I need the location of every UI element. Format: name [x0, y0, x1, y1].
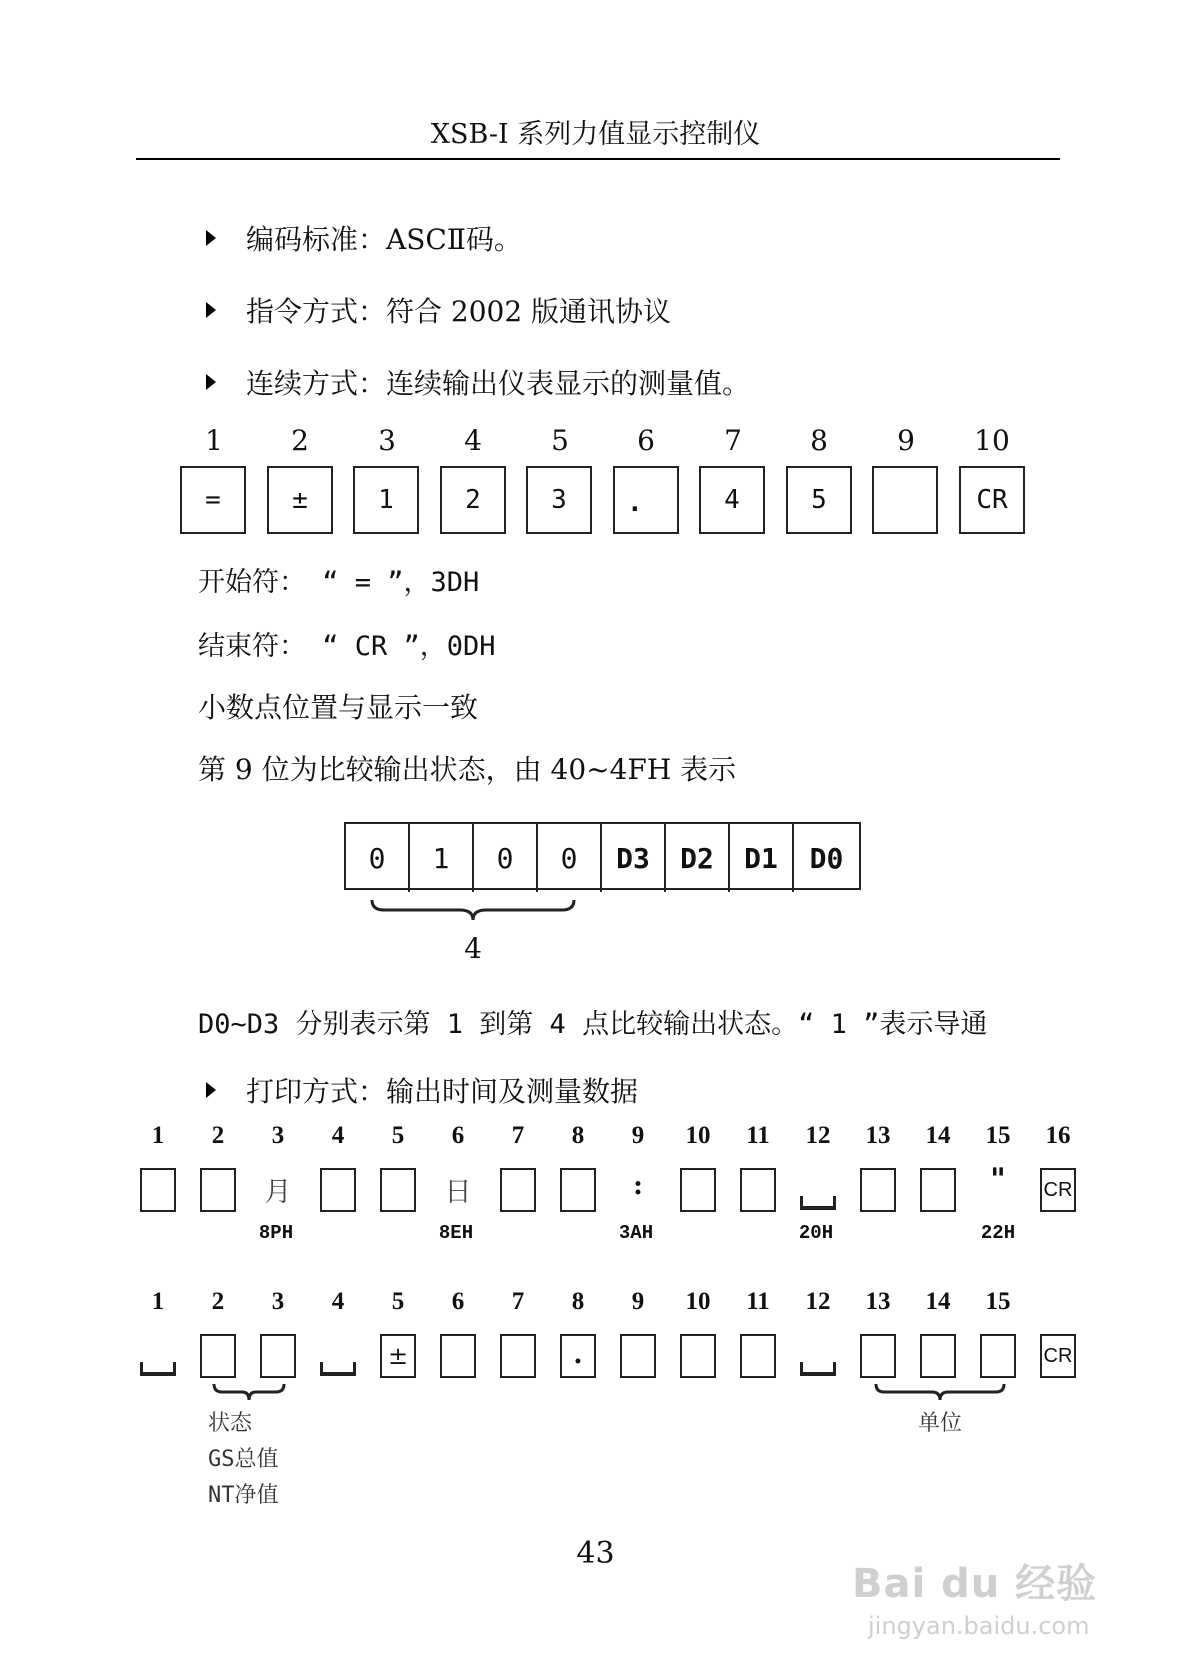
print2-cell — [440, 1334, 476, 1378]
print2-cell — [980, 1334, 1016, 1378]
end-char-note: 结束符： “ CR ”，0DH — [198, 631, 496, 662]
print2-cell — [200, 1334, 236, 1378]
status-label: 状态 — [208, 1411, 253, 1436]
bit-cell-d2: D2 — [666, 824, 730, 892]
print1-position: 14 — [925, 1122, 951, 1149]
print1-position: 15 — [985, 1122, 1011, 1149]
print1-position: 7 — [511, 1122, 525, 1149]
print2-position: 11 — [746, 1288, 770, 1315]
print2-cell — [500, 1334, 536, 1378]
print2-cell — [260, 1334, 296, 1378]
bullet-print — [206, 1070, 638, 1110]
print1-cell — [860, 1168, 896, 1212]
print2-cell — [740, 1334, 776, 1378]
frame-position-4: 4 — [464, 424, 482, 457]
quote-glyph: " — [990, 1162, 1006, 1197]
print1-position: 11 — [746, 1122, 770, 1149]
space-marker-icon — [140, 1362, 176, 1376]
print1-cell — [500, 1168, 536, 1212]
print1-cell — [920, 1168, 956, 1212]
bit-cell: 0 — [538, 824, 602, 892]
print2-position: 7 — [511, 1288, 525, 1315]
print2-dot-cell: . — [560, 1334, 596, 1378]
print2-cell — [680, 1334, 716, 1378]
print2-position: 2 — [211, 1288, 225, 1315]
print2-cell — [860, 1334, 896, 1378]
hex-label-month: 8PH — [258, 1222, 294, 1244]
frame-cell-decimal-point: . — [613, 466, 679, 534]
print1-position: 2 — [211, 1122, 225, 1149]
bit-cell: 0 — [474, 824, 538, 892]
print2-sign-cell: ± — [380, 1334, 416, 1378]
colon-glyph: : — [633, 1170, 643, 1201]
space-marker-icon — [800, 1362, 836, 1376]
print1-cell — [380, 1168, 416, 1212]
bullet-triangle-icon — [206, 374, 216, 390]
baidu-watermark-url: jingyan.baidu.com — [868, 1612, 1090, 1640]
print2-position: 9 — [631, 1288, 645, 1315]
hex-label-day: 8EH — [438, 1222, 474, 1244]
print2-position: 10 — [685, 1288, 711, 1315]
brace-label: 4 — [464, 932, 482, 965]
print2-cr-cell: CR — [1040, 1334, 1076, 1378]
bit-description: D0~D3 分别表示第 1 到第 4 点比较输出状态。“ 1 ”表示导通 — [198, 1009, 988, 1040]
print1-position: 8 — [571, 1122, 585, 1149]
frame-position-3: 3 — [378, 424, 396, 457]
print2-position: 1 — [151, 1288, 165, 1315]
hex-label-quote: 22H — [980, 1222, 1016, 1244]
header-rule — [136, 158, 1060, 160]
print2-cell — [620, 1334, 656, 1378]
frame-cell-start: = — [180, 466, 246, 534]
print1-cell — [200, 1168, 236, 1212]
print1-cr-cell: CR — [1040, 1168, 1076, 1212]
bullet-continuous-text: 连续方式：连续输出仪表显示的测量值。 — [246, 367, 751, 400]
bit-cell: 1 — [410, 824, 474, 892]
decimal-note: 小数点位置与显示一致 — [198, 691, 479, 724]
frame-cell-sign: ± — [267, 466, 333, 534]
upper-nibble-brace — [370, 898, 576, 922]
unit-brace — [874, 1382, 1006, 1402]
hex-label-space: 20H — [798, 1222, 834, 1244]
page-header-title: XSB-I 系列力值显示控制仪 — [430, 119, 761, 150]
frame-position-5: 5 — [551, 424, 569, 457]
frame-cell-digit: 5 — [786, 466, 852, 534]
frame-position-2: 2 — [291, 424, 309, 457]
print2-position: 4 — [331, 1288, 345, 1315]
frame-position-9: 9 — [897, 424, 915, 457]
bullet-print-text: 打印方式：输出时间及测量数据 — [246, 1075, 639, 1108]
day-glyph: 日 — [444, 1177, 472, 1208]
space-marker-icon — [320, 1362, 356, 1376]
print1-cell — [680, 1168, 716, 1212]
print1-position: 5 — [391, 1122, 405, 1149]
space-marker-icon — [800, 1196, 836, 1210]
print2-position: 12 — [805, 1288, 831, 1315]
print2-position: 13 — [865, 1288, 891, 1315]
print2-cell — [920, 1334, 956, 1378]
print2-position: 8 — [571, 1288, 585, 1315]
print1-position: 1 — [151, 1122, 165, 1149]
baidu-watermark-logo: Bai du 经验 — [852, 1561, 1098, 1607]
frame-cell-digit: 1 — [353, 466, 419, 534]
bullet-command-text: 指令方式：符合 2002 版通讯协议 — [246, 295, 672, 328]
frame-cell-digit: 2 — [440, 466, 506, 534]
print1-cell — [320, 1168, 356, 1212]
frame-position-6: 6 — [637, 424, 655, 457]
status-bit-table — [344, 822, 861, 890]
print1-position: 13 — [865, 1122, 891, 1149]
gs-total-label: GS总值 — [208, 1447, 279, 1472]
frame-position-10: 10 — [974, 424, 1010, 457]
bullet-triangle-icon — [206, 1082, 216, 1098]
bullet-triangle-icon — [206, 302, 216, 318]
status-brace — [212, 1382, 286, 1402]
print1-position: 4 — [331, 1122, 345, 1149]
bullet-encoding — [206, 218, 522, 258]
print1-position: 3 — [271, 1122, 285, 1149]
month-glyph: 月 — [264, 1177, 292, 1208]
frame-position-7: 7 — [724, 424, 742, 457]
bit-cell-d3: D3 — [602, 824, 666, 892]
nt-net-label: NT净值 — [208, 1483, 279, 1508]
bit-cell-d1: D1 — [730, 824, 794, 892]
unit-label: 单位 — [918, 1411, 963, 1436]
bullet-command — [206, 290, 671, 330]
bit9-note: 第 9 位为比较输出状态，由 40~4FH 表示 — [198, 753, 737, 786]
print2-position: 15 — [985, 1288, 1011, 1315]
bullet-continuous — [206, 362, 750, 402]
frame-cell-status — [872, 466, 938, 534]
start-char-note: 开始符： “ = ”，3DH — [198, 567, 480, 598]
print1-position: 6 — [451, 1122, 465, 1149]
bullet-encoding-text: 编码标准：ASCⅡ码。 — [246, 223, 522, 256]
print2-position: 14 — [925, 1288, 951, 1315]
frame-cell-digit: 4 — [699, 466, 765, 534]
page-number: 43 — [576, 1536, 615, 1571]
print1-position: 16 — [1045, 1122, 1071, 1149]
print2-position: 3 — [271, 1288, 285, 1315]
frame-position-8: 8 — [810, 424, 828, 457]
print2-position: 5 — [391, 1288, 405, 1315]
print1-cell — [560, 1168, 596, 1212]
bit-cell: 0 — [346, 824, 410, 892]
print1-cell — [140, 1168, 176, 1212]
bit-cell-d0: D0 — [809, 841, 844, 875]
frame-position-1: 1 — [205, 424, 223, 457]
print1-position: 10 — [685, 1122, 711, 1149]
print1-cell — [740, 1168, 776, 1212]
print1-position: 9 — [631, 1122, 645, 1149]
print2-position: 6 — [451, 1288, 465, 1315]
bullet-triangle-icon — [206, 230, 216, 246]
frame-cell-end: CR — [959, 466, 1025, 534]
hex-label-colon: 3AH — [618, 1222, 654, 1244]
frame-cell-digit: 3 — [526, 466, 592, 534]
print1-position: 12 — [805, 1122, 831, 1149]
